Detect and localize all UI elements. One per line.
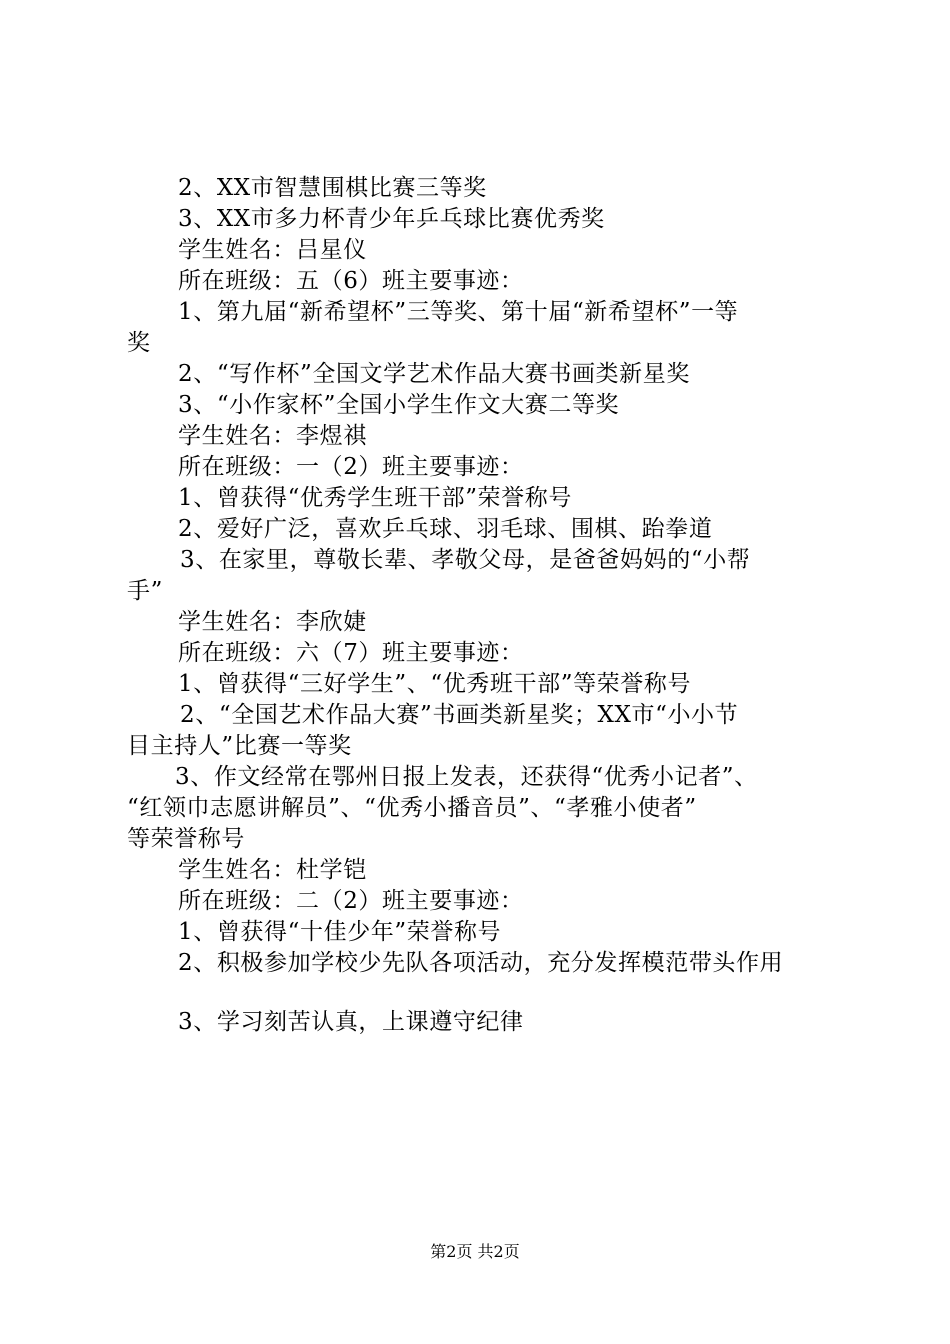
achievement-line: 2、“写作杯”全国文学艺术作品大赛书画类新星奖: [178, 361, 690, 387]
student-class-line: 所在班级：五（6）班主要事迹：: [178, 268, 524, 294]
achievement-line-continued: 手”: [127, 578, 163, 604]
achievement-line: 3、在家里，尊敬长辈、孝敬父母，是爸爸妈妈的“小帮: [180, 547, 751, 573]
achievement-line-continued: 奖: [127, 330, 151, 356]
document-body: [127, 173, 837, 1038]
student-class-line: 所在班级：二（2）班主要事迹：: [178, 888, 524, 914]
achievement-line: 3、作文经常在鄂州日报上发表，还获得“优秀小记者”、: [175, 764, 758, 790]
award-line: 3、XX市多力杯青少年乒乓球比赛优秀奖: [178, 206, 605, 232]
achievement-line: 3、“小作家杯”全国小学生作文大赛二等奖: [178, 392, 620, 418]
achievement-line: 1、曾获得“优秀学生班干部”荣誉称号: [178, 485, 572, 511]
student-class-line: 所在班级：一（2）班主要事迹：: [178, 454, 524, 480]
achievement-line-continued: “红领巾志愿讲解员”、“优秀小播音员”、“孝雅小使者”: [127, 795, 697, 821]
achievement-line: 1、曾获得“十佳少年”荣誉称号: [178, 919, 502, 945]
student-name-line: 学生姓名：李欣婕: [178, 609, 367, 635]
achievement-line: 2、“全国艺术作品大赛”书画类新星奖；XX市“小小节: [180, 702, 739, 728]
student-name-line: 学生姓名：吕星仪: [178, 237, 367, 263]
achievement-line: 2、积极参加学校少先队各项活动，充分发挥模范带头作用: [178, 950, 784, 976]
student-name-line: 学生姓名：李煜祺: [178, 423, 367, 449]
achievement-line: 1、曾获得“三好学生”、“优秀班干部”等荣誉称号: [178, 671, 692, 697]
paragraph-gap: [127, 979, 837, 1007]
achievement-line: 2、爱好广泛，喜欢乒乓球、羽毛球、围棋、跆拳道: [178, 516, 713, 542]
student-name-line: 学生姓名：杜学铠: [178, 857, 367, 883]
achievement-line: 3、学习刻苦认真，上课遵守纪律: [178, 1009, 524, 1035]
achievement-line-continued: 目主持人”比赛一等奖: [127, 733, 352, 759]
page-footer: 第2页 共2页: [430, 1242, 520, 1261]
award-line: 2、XX市智慧围棋比赛三等奖: [178, 175, 487, 201]
achievement-line-continued: 等荣誉称号: [127, 826, 245, 852]
achievement-line: 1、第九届“新希望杯”三等奖、第十届“新希望杯”一等: [178, 299, 739, 325]
student-class-line: 所在班级：六（7）班主要事迹：: [178, 640, 524, 666]
